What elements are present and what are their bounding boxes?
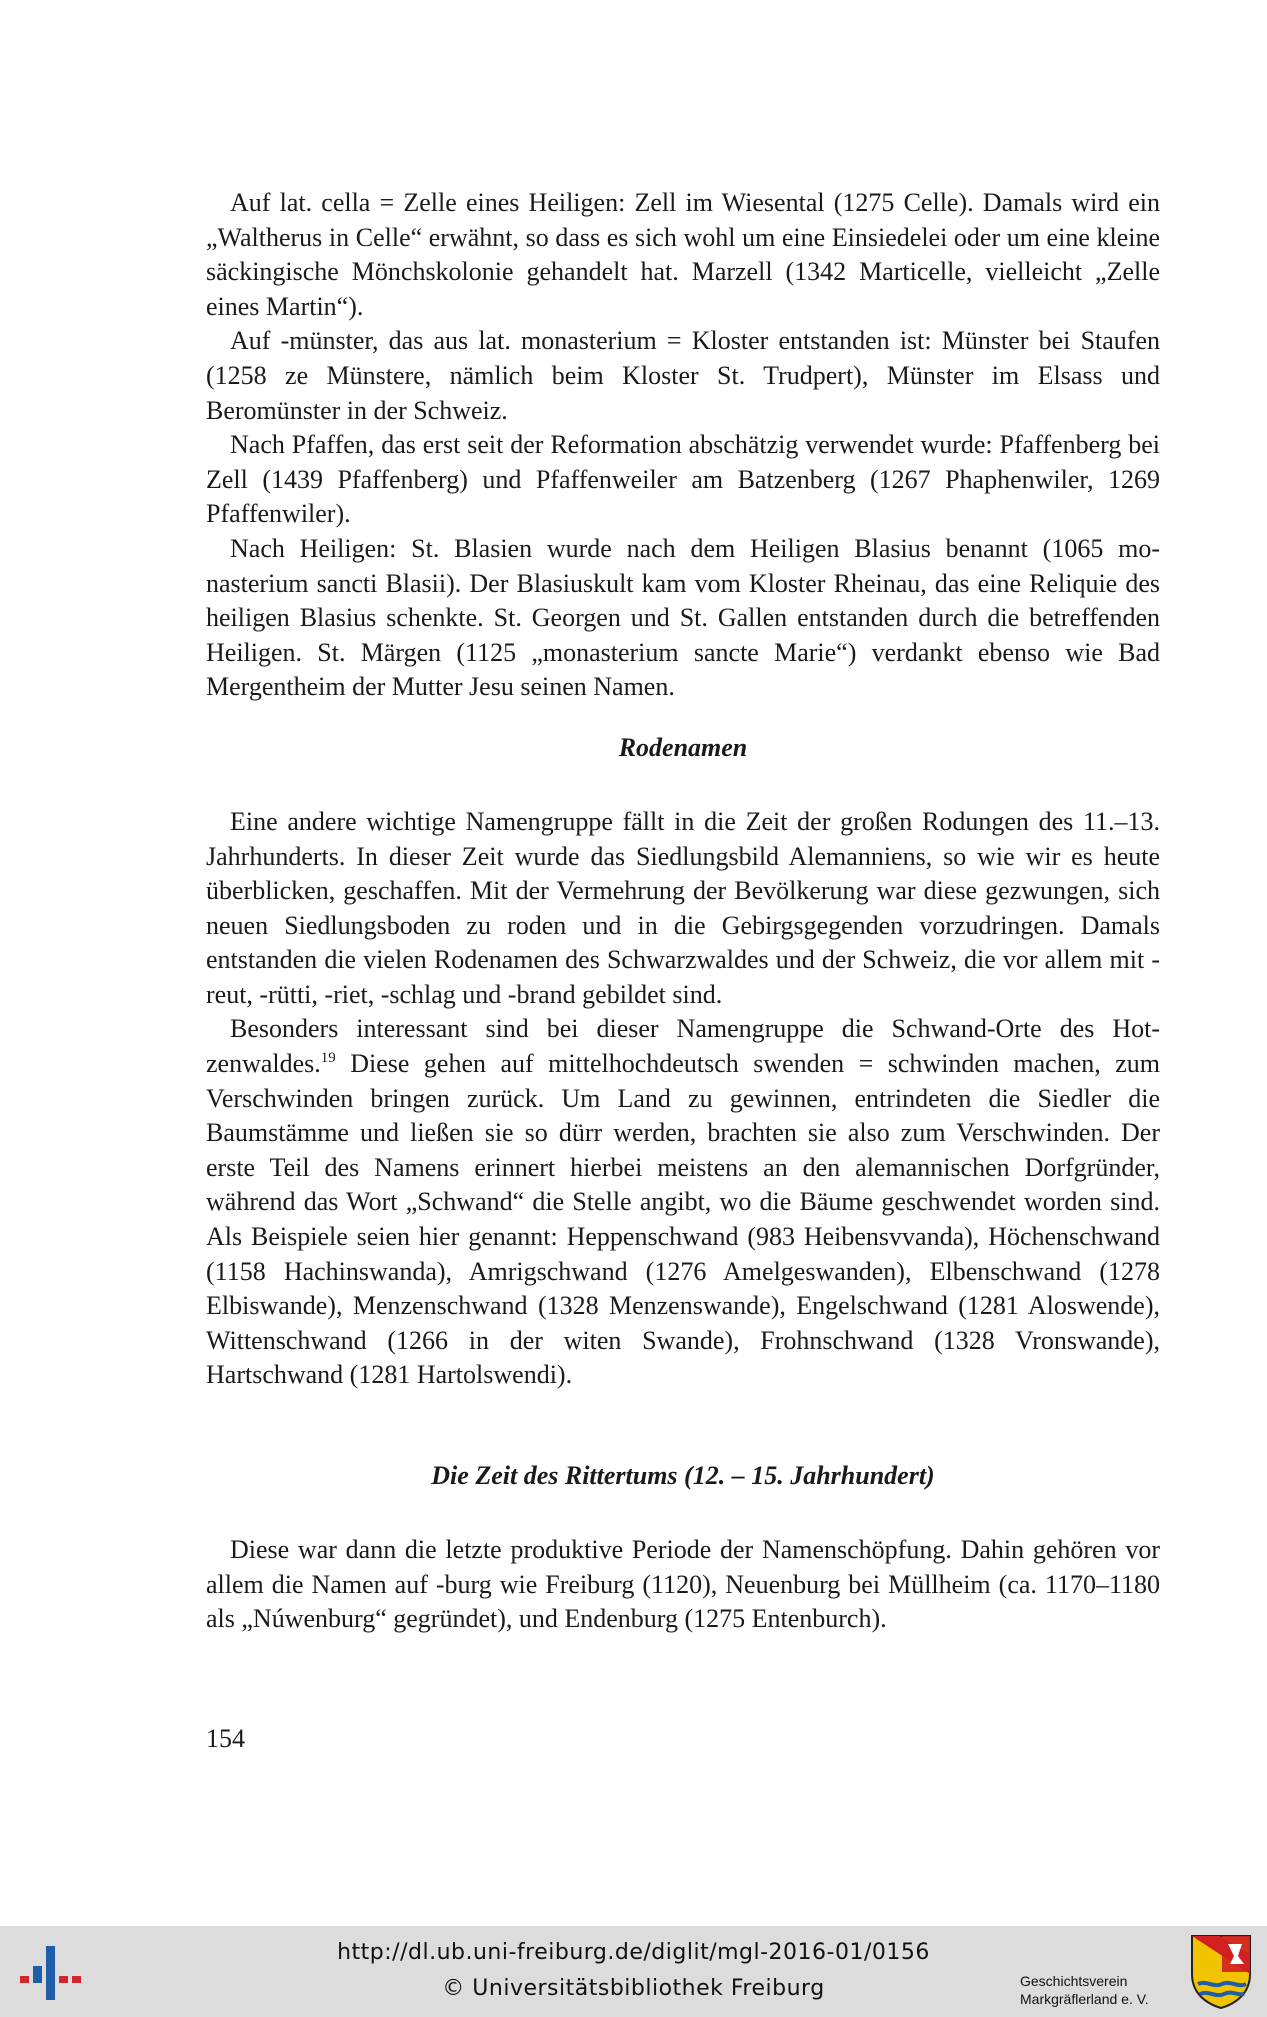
page-text — [206, 186, 1160, 1637]
paragraph: Diese war dann die letzte produktive Periode der Namenschöpfung. Dahin gehören vor allem die Namen auf -burg wie Freiburg (1120), Neuenburg bei Müllheim (ca. 1170–1180 als „Núwenburg“ gegründet), und Endenburg (1275 Entenburch). — [206, 1535, 1160, 1634]
paragraph: Eine andere wichtige Namengruppe fällt in die Zeit der großen Rodungen des 11.–13. Jahrhunderts. In dieser Zeit wurde das Siedlungsbild Alemanniens, so wie wir es heute überblicken, geschaffen. Mit der Vermehrung der Bevölkerung war diese gezwungen, sich neuen Siedlungsboden zu roden und in die Gebirgsgegenden vorzudringen. Damals entstanden die vielen Rodenamen des Schwarzwaldes und der Schweiz, die vor allem mit -reut, -rütti, -riet, -schlag und -brand gebildet sind. — [206, 806, 1160, 1009]
paragraph-text: Diese gehen auf mittelhochdeutsch swenden = schwinden machen, zum Verschwinden bringen zurück. Um Land zu gewinnen, entrindeten die Siedler die Baumstämme und ließen sie so dürr werden, brachten sie also zum Verschwinden. Der erste Teil des Namens erinnert hierbei meistens an den alemannischen Dorfgründer, während das Wort „Schwand“ die Stelle angibt, wo die Bäume geschwendet worden sind. Als Beispiele seien hier genannt: Heppenschwand (983 Heibensvvanda), Höchenschwand (1158 Hachinswanda), Amrigschwand (1276 Amelgeswanden), Elbenschwand (1278 Elbiswande), Menzenschwand (1328 Menzenswande), Engelschwand (1281 Aloswende), Wittenschwand (1266 in der witen Swande), Frohnschwand (1328 Vronswande), Hartschwand (1281 Hartolswendi). — [206, 1049, 1160, 1390]
paragraph — [206, 1012, 1160, 1393]
paragraph: Auf lat. cella = Zelle eines Heiligen: Zell im Wiesental (1275 Celle). Damals wird ein „Waltherus in Celle“ erwähnt, so dass es sich wohl um eine Einsiedelei oder um eine kleine säckingische Mönchskolonie gehandelt hat. Marzell (1342 Marticelle, vielleicht „Zelle eines Martin“). — [206, 188, 1160, 321]
paragraph: Nach Pfaffen, das erst seit der Reformation abschätzig verwendet wurde: Pfaffenberg bei Zell (1439 Pfaffenberg) und Pfaffenweiler am Batzenberg (1267 Phaphenwiler, 1269 Pfaffenwiler). — [206, 430, 1160, 529]
footnote-reference[interactable]: 19 — [320, 1050, 336, 1067]
paragraph: Auf -münster, das aus lat. monasterium = Kloster entstanden ist: Münster bei Staufen (1258 ze Münstere, nämlich beim Kloster St. Trudpert), Münster im Elsass und Beromünster in der Schweiz. — [206, 326, 1160, 425]
paragraph-text: Besonders interessant sind bei dieser Namengruppe die Schwand-Orte des Hotzenwaldes. — [206, 1014, 1160, 1079]
section-heading: Die Zeit des Rittertums (12. – 15. Jahrhundert) — [431, 1461, 935, 1490]
page-number: 154 — [206, 1724, 245, 1753]
coat-of-arms-icon — [1190, 1934, 1252, 2010]
document-url[interactable]: http://dl.ub.uni-freiburg.de/diglit/mgl-2016-01/0156 — [337, 1940, 930, 1965]
copyright-notice: © Universitätsbibliothek Freiburg — [442, 1976, 825, 2001]
society-name-line: Geschichtsverein — [1020, 1973, 1128, 1989]
paragraph: Nach Heiligen: St. Blasien wurde nach dem Heiligen Blasius benannt (1065 monasterium sancti Blasii). Der Blasiuskult kam vom Kloster Rheinau, das eine Reliquie des heiligen Blasius schenkte. St. Georgen und St. Gallen entstanden durch die betreffenden Heiligen. St. Märgen (1125 „monasterium sancte Marie“) verdankt ebenso wie Bad Mergentheim der Mutter Jesu seinen Namen. — [206, 533, 1160, 702]
section-heading: Rodenamen — [618, 732, 748, 762]
footer-bar — [0, 1926, 1267, 2017]
society-name — [1020, 1972, 1180, 2008]
society-name-line: Markgräflerland e. V. — [1020, 1991, 1149, 2007]
